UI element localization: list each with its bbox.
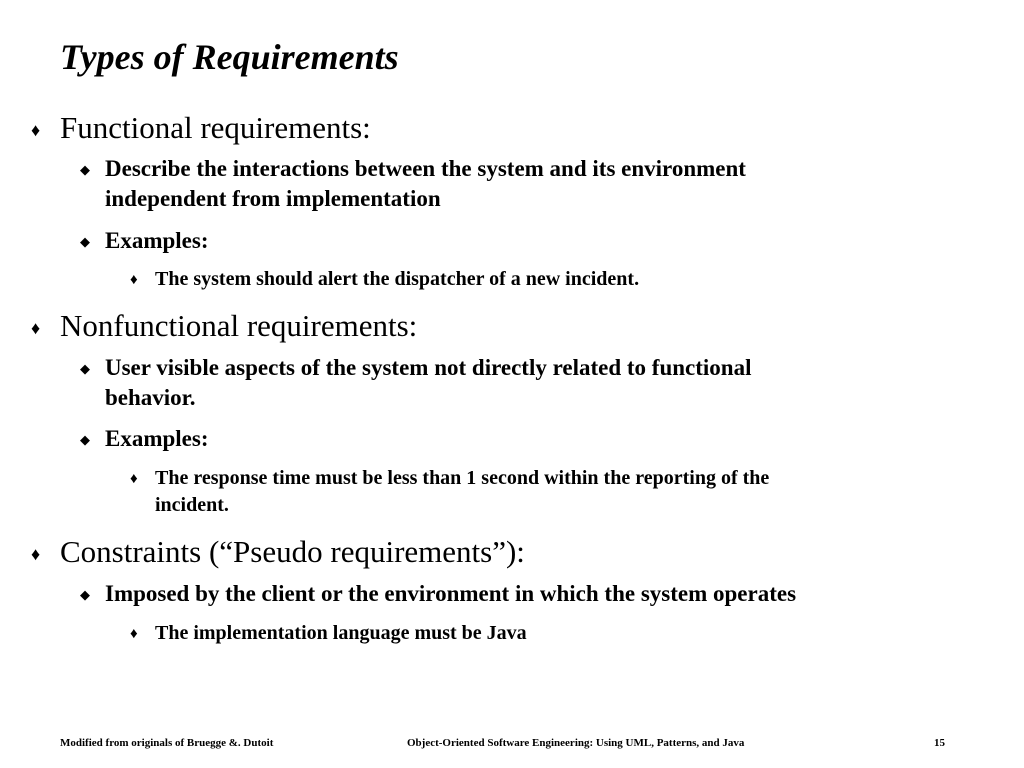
level1-bullet-icon: ♦ bbox=[31, 544, 41, 564]
nonfunctional-examples-label: Examples: bbox=[105, 426, 209, 451]
constraints-heading: Constraints (“Pseudo requirements”): bbox=[60, 534, 525, 569]
constraints-description: Imposed by the client or the environment in which the system operates bbox=[105, 581, 797, 606]
footer-credit: Modified from originals of Bruegge &. Dutoit bbox=[60, 737, 274, 749]
slide-title: Types of Requirements bbox=[60, 37, 399, 77]
level2-bullet-icon: ◆ bbox=[80, 234, 90, 249]
functional-description-line-2: independent from implementation bbox=[105, 186, 441, 211]
level1-bullet-icon: ♦ bbox=[31, 120, 41, 140]
functional-description-line-1: Describe the interactions between the system and its environment bbox=[105, 156, 746, 181]
nonfunctional-example-line-1: The response time must be less than 1 second within the reporting of the bbox=[155, 467, 770, 489]
functional-requirements-heading: Functional requirements: bbox=[60, 110, 371, 145]
level3-bullet-icon: ♦ bbox=[130, 272, 138, 288]
level3-bullet-icon: ♦ bbox=[130, 626, 138, 642]
functional-examples-label: Examples: bbox=[105, 228, 209, 253]
level3-bullet-icon: ♦ bbox=[130, 471, 138, 487]
nonfunctional-description-line-1: User visible aspects of the system not directly related to functional bbox=[105, 355, 752, 380]
nonfunctional-description-line-2: behavior. bbox=[105, 385, 196, 410]
level2-bullet-icon: ◆ bbox=[80, 162, 90, 177]
level1-bullet-icon: ♦ bbox=[31, 318, 41, 338]
constraints-example-text: The implementation language must be Java bbox=[155, 622, 527, 644]
nonfunctional-example-line-2: incident. bbox=[155, 494, 229, 516]
level2-bullet-icon: ◆ bbox=[80, 361, 90, 376]
level2-bullet-icon: ◆ bbox=[80, 432, 90, 447]
page-number: 15 bbox=[934, 737, 945, 749]
nonfunctional-requirements-heading: Nonfunctional requirements: bbox=[60, 308, 418, 343]
footer-course-title: Object-Oriented Software Engineering: Using UML, Patterns, and Java bbox=[407, 737, 745, 749]
functional-example-text: The system should alert the dispatcher of a new incident. bbox=[155, 268, 640, 290]
level2-bullet-icon: ◆ bbox=[80, 587, 90, 602]
